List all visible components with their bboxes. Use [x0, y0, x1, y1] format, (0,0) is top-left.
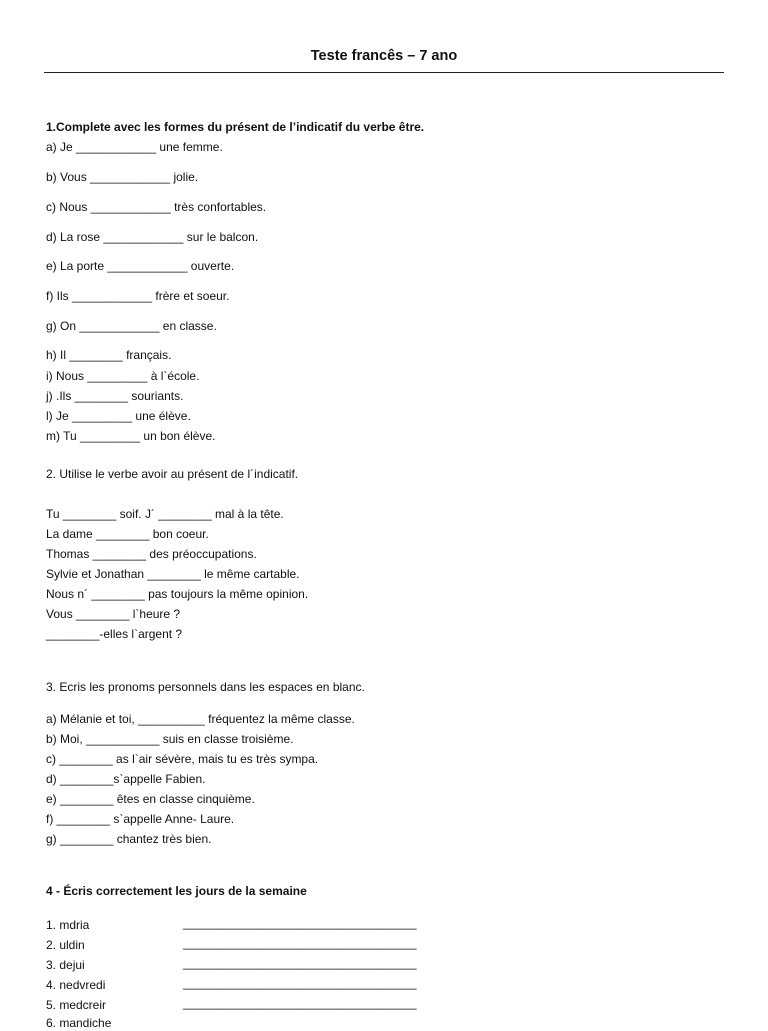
section3-heading: 3. Ecris les pronoms personnels dans les espaces en blanc. [46, 680, 365, 694]
page-title: Teste francês – 7 ano [310, 48, 458, 64]
answer-blank: ___________________________________ [183, 956, 417, 970]
exercise-line: a) Je ____________ une femme. [46, 140, 223, 154]
exercise-line: Vous ________ l`heure ? [46, 607, 181, 621]
exercise-line: Tu ________ soif. J´ ________ mal à la tête. [46, 507, 284, 521]
exercise-line: d) La rose ____________ sur le balcon. [46, 230, 259, 244]
answer-blank: ___________________________________ [183, 976, 417, 990]
exercise-line: e) La porte ____________ ouverte. [46, 259, 235, 273]
exercise-line: g) ________ chantez très bien. [46, 832, 212, 846]
exercise-line: ________-elles l`argent ? [46, 627, 183, 641]
section4-heading: 4 - Écris correctement les jours de la semaine [46, 884, 307, 898]
exercise-line: c) ________ as l`air sévère, mais tu es très sympa. [46, 752, 319, 766]
exercise-line: c) Nous ____________ très confortables. [46, 200, 267, 214]
scrambled-word: 3. dejui [46, 958, 85, 972]
exercise-line: d) ________s`appelle Fabien. [46, 772, 206, 786]
scrambled-word: 4. nedvredi [46, 978, 106, 992]
scrambled-word: 2. uldin [46, 938, 85, 952]
exercise-line: Sylvie et Jonathan ________ le même cartable. [46, 567, 300, 581]
exercise-line: a) Mélanie et toi, __________ fréquentez la même classe. [46, 712, 355, 726]
scrambled-word: 5. medcreir [46, 998, 107, 1012]
title-divider [44, 72, 724, 73]
answer-blank: ___________________________________ [183, 916, 417, 930]
exercise-line: b) Vous ____________ jolie. [46, 170, 199, 184]
exercise-line: f) ________ s`appelle Anne- Laure. [46, 812, 235, 826]
section2-heading: 2. Utilise le verbe avoir au présent de l´indicatif. [46, 467, 299, 481]
exercise-line: g) On ____________ en classe. [46, 319, 217, 333]
exercise-line: l) Je _________ une élève. [46, 409, 191, 423]
scrambled-word: 1. mdria [46, 918, 90, 932]
exercise-line: h) Il ________ français. [46, 348, 172, 362]
exercise-line: e) ________ êtes en classe cinquième. [46, 792, 255, 806]
section1-heading: 1.Complete avec les formes du présent de l’indicatif du verbe être. [46, 120, 425, 134]
exercise-line: Thomas ________ des préoccupations. [46, 547, 257, 561]
exercise-line: b) Moi, ___________ suis en classe troisième. [46, 732, 294, 746]
exercise-line: f) Ils ____________ frère et soeur. [46, 289, 230, 303]
exercise-line: j) .Ils ________ souriants. [46, 389, 184, 403]
exercise-line: m) Tu _________ un bon élève. [46, 429, 216, 443]
exercise-line: i) Nous _________ à l`école. [46, 369, 200, 383]
scrambled-word: 6. mandiche [46, 1016, 112, 1030]
answer-blank: ___________________________________ [183, 996, 417, 1010]
exercise-line: La dame ________ bon coeur. [46, 527, 209, 541]
answer-blank: ___________________________________ [183, 936, 417, 950]
exercise-line: Nous n´ ________ pas toujours la même opinion. [46, 587, 309, 601]
